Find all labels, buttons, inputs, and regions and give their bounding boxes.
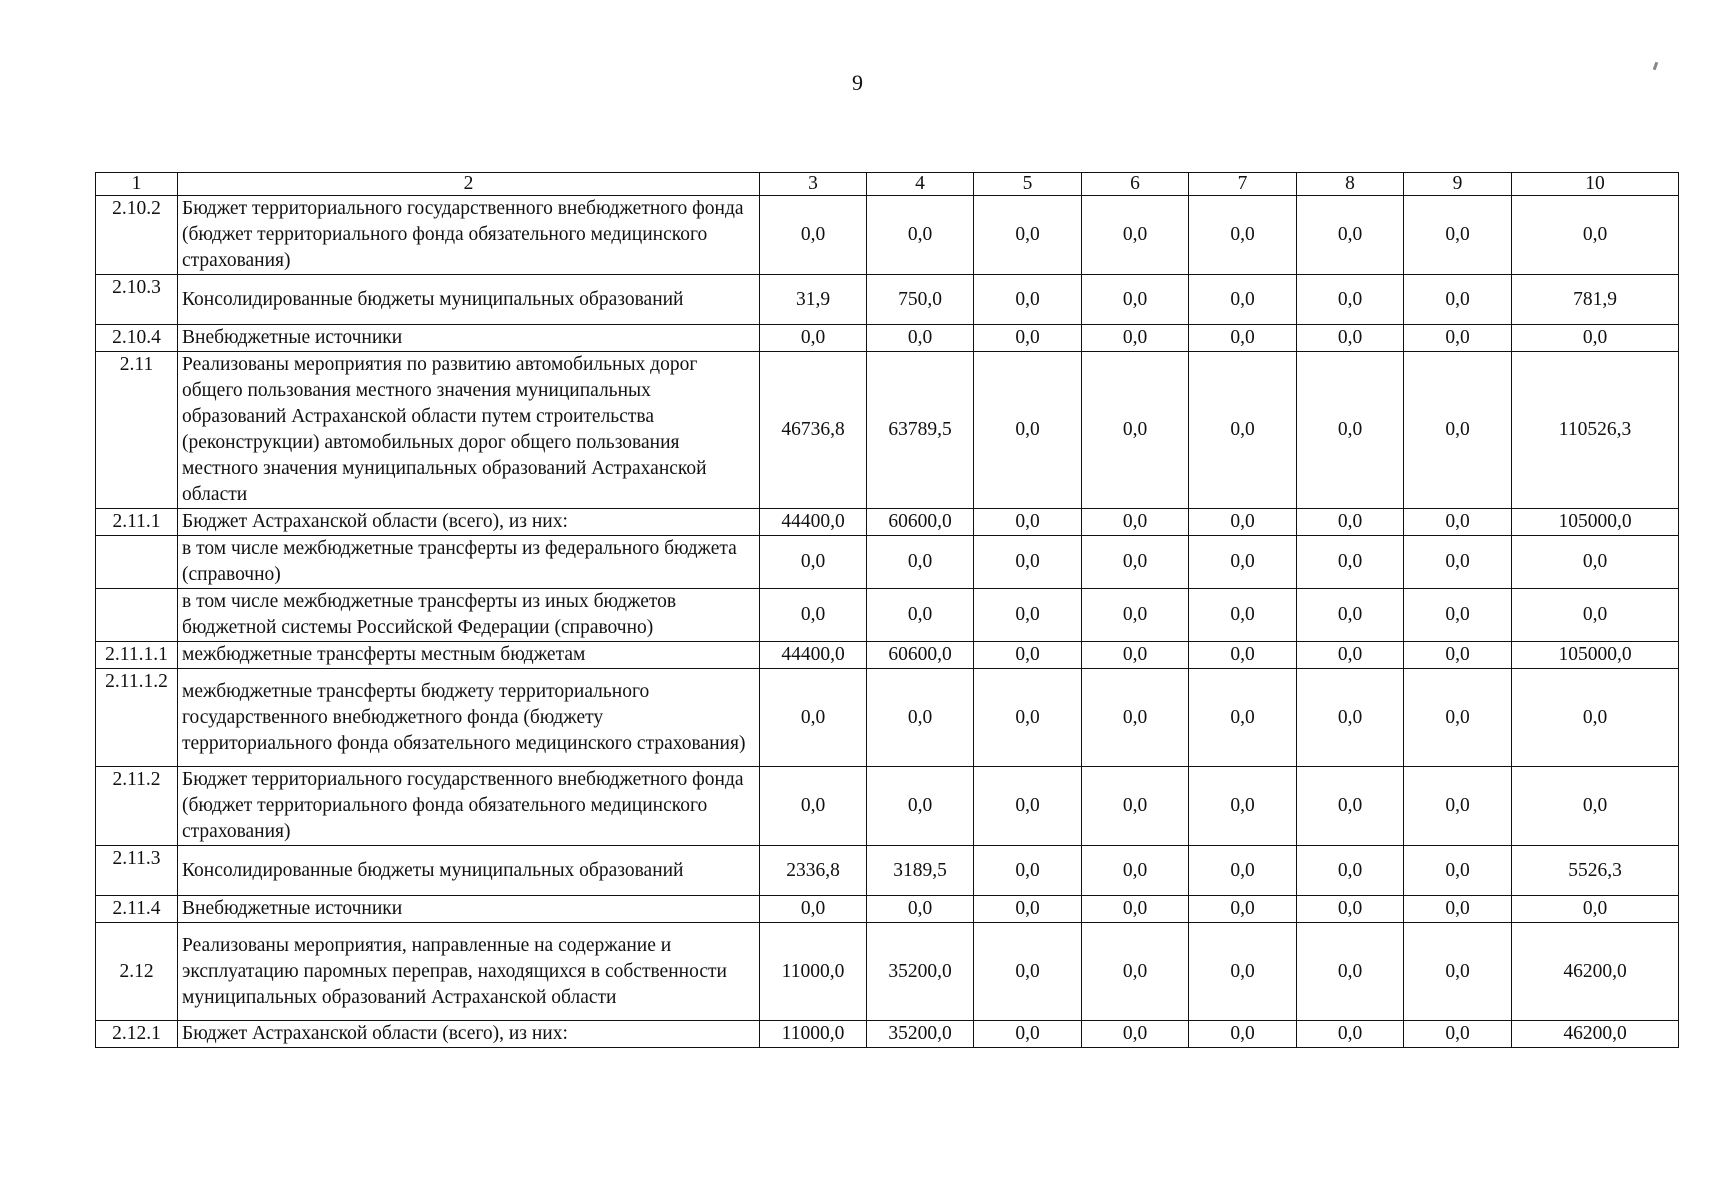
value-cell: 0,0 xyxy=(974,669,1082,767)
table-row xyxy=(96,509,1679,536)
value-cell: 0,0 xyxy=(1189,767,1297,846)
value-cell: 0,0 xyxy=(1082,509,1189,536)
value-cell: 0,0 xyxy=(1189,896,1297,923)
value-cell: 0,0 xyxy=(760,669,867,767)
row-number: 2.10.4 xyxy=(96,325,178,352)
value-cell: 0,0 xyxy=(1404,896,1512,923)
value-cell: 0,0 xyxy=(1297,642,1404,669)
scan-artifact-mark xyxy=(1653,62,1659,71)
value-cell: 105000,0 xyxy=(1512,642,1679,669)
value-cell: 0,0 xyxy=(1512,196,1679,275)
value-cell: 0,0 xyxy=(867,325,974,352)
table-row xyxy=(96,767,1679,846)
page-number: 9 xyxy=(852,70,863,95)
value-cell: 0,0 xyxy=(1082,352,1189,509)
value-cell: 11000,0 xyxy=(760,1021,867,1048)
value-cell: 0,0 xyxy=(974,275,1082,325)
header-cell: 4 xyxy=(867,173,974,196)
table-row xyxy=(96,275,1679,325)
value-cell: 0,0 xyxy=(1297,896,1404,923)
value-cell: 0,0 xyxy=(1082,923,1189,1021)
value-cell: 781,9 xyxy=(1512,275,1679,325)
value-cell: 0,0 xyxy=(1297,846,1404,896)
header-cell: 10 xyxy=(1512,173,1679,196)
value-cell: 0,0 xyxy=(1082,536,1189,589)
row-description: Бюджет Астраханской области (всего), из них: xyxy=(178,509,760,536)
budget-table xyxy=(95,172,1679,1048)
table-row xyxy=(96,589,1679,642)
value-cell: 0,0 xyxy=(1297,1021,1404,1048)
row-number: 2.11.4 xyxy=(96,896,178,923)
value-cell: 0,0 xyxy=(867,589,974,642)
value-cell: 0,0 xyxy=(1189,275,1297,325)
value-cell: 0,0 xyxy=(1082,325,1189,352)
table-row xyxy=(96,846,1679,896)
value-cell: 0,0 xyxy=(1297,767,1404,846)
value-cell: 0,0 xyxy=(867,536,974,589)
value-cell: 46200,0 xyxy=(1512,923,1679,1021)
table-row xyxy=(96,536,1679,589)
row-description: Реализованы мероприятия, направленные на содержание и эксплуатацию паромных переправ, находящихся в собственности муниципальных образований Астраханской области xyxy=(178,923,760,1021)
row-description: Консолидированные бюджеты муниципальных образований xyxy=(178,275,760,325)
value-cell: 0,0 xyxy=(1512,536,1679,589)
value-cell: 0,0 xyxy=(1404,669,1512,767)
value-cell: 60600,0 xyxy=(867,642,974,669)
value-cell: 0,0 xyxy=(760,767,867,846)
value-cell: 0,0 xyxy=(1189,669,1297,767)
value-cell: 0,0 xyxy=(974,509,1082,536)
value-cell: 46200,0 xyxy=(1512,1021,1679,1048)
value-cell: 0,0 xyxy=(760,325,867,352)
value-cell: 0,0 xyxy=(1082,642,1189,669)
row-description: межбюджетные трансферты местным бюджетам xyxy=(178,642,760,669)
value-cell: 0,0 xyxy=(1189,589,1297,642)
row-number: 2.11.2 xyxy=(96,767,178,846)
value-cell: 0,0 xyxy=(1297,669,1404,767)
header-cell: 2 xyxy=(178,173,760,196)
value-cell: 105000,0 xyxy=(1512,509,1679,536)
row-number: 2.11.1.1 xyxy=(96,642,178,669)
value-cell: 0,0 xyxy=(760,896,867,923)
row-description: Бюджет Астраханской области (всего), из них: xyxy=(178,1021,760,1048)
value-cell: 0,0 xyxy=(1297,352,1404,509)
value-cell: 0,0 xyxy=(1512,325,1679,352)
row-description: Внебюджетные источники xyxy=(178,325,760,352)
value-cell: 0,0 xyxy=(974,536,1082,589)
value-cell: 0,0 xyxy=(1512,589,1679,642)
value-cell: 0,0 xyxy=(1297,536,1404,589)
value-cell: 0,0 xyxy=(1189,196,1297,275)
value-cell: 0,0 xyxy=(1082,846,1189,896)
value-cell: 0,0 xyxy=(1082,669,1189,767)
value-cell: 750,0 xyxy=(867,275,974,325)
value-cell: 0,0 xyxy=(1297,509,1404,536)
table-body xyxy=(96,173,1679,1048)
table-row xyxy=(96,325,1679,352)
value-cell: 0,0 xyxy=(1512,669,1679,767)
value-cell: 46736,8 xyxy=(760,352,867,509)
value-cell: 0,0 xyxy=(1189,923,1297,1021)
table-row xyxy=(96,1021,1679,1048)
value-cell: 0,0 xyxy=(1082,589,1189,642)
value-cell: 0,0 xyxy=(1189,352,1297,509)
table-row xyxy=(96,896,1679,923)
header-cell: 6 xyxy=(1082,173,1189,196)
header-cell: 9 xyxy=(1404,173,1512,196)
value-cell: 0,0 xyxy=(1189,536,1297,589)
row-description: Реализованы мероприятия по развитию автомобильных дорог общего пользования местного значения муниципальных образований Астраханской области путем строительства (реконструкции) автомобильных дорог общего пользования местного значения муниципальных образований Астраханской области xyxy=(178,352,760,509)
value-cell: 0,0 xyxy=(1082,196,1189,275)
value-cell: 0,0 xyxy=(1404,352,1512,509)
value-cell: 0,0 xyxy=(1189,325,1297,352)
header-cell: 7 xyxy=(1189,173,1297,196)
value-cell: 0,0 xyxy=(867,896,974,923)
table-header-row xyxy=(96,173,1679,196)
value-cell: 0,0 xyxy=(1189,642,1297,669)
row-description: Бюджет территориального государственного внебюджетного фонда (бюджет территориального фонда обязательного медицинского страхования) xyxy=(178,767,760,846)
value-cell: 0,0 xyxy=(1404,509,1512,536)
value-cell: 0,0 xyxy=(1082,1021,1189,1048)
row-number: 2.11.1.2 xyxy=(96,669,178,767)
value-cell: 0,0 xyxy=(1189,509,1297,536)
row-description: в том числе межбюджетные трансферты из федерального бюджета (справочно) xyxy=(178,536,760,589)
value-cell: 44400,0 xyxy=(760,509,867,536)
value-cell: 0,0 xyxy=(1297,325,1404,352)
value-cell: 0,0 xyxy=(1512,896,1679,923)
value-cell: 0,0 xyxy=(1404,1021,1512,1048)
header-cell: 3 xyxy=(760,173,867,196)
value-cell: 31,9 xyxy=(760,275,867,325)
row-number: 2.11.1 xyxy=(96,509,178,536)
value-cell: 0,0 xyxy=(1404,767,1512,846)
value-cell: 0,0 xyxy=(1082,896,1189,923)
row-number xyxy=(96,589,178,642)
value-cell: 63789,5 xyxy=(867,352,974,509)
value-cell: 5526,3 xyxy=(1512,846,1679,896)
value-cell: 0,0 xyxy=(1404,642,1512,669)
header-cell: 1 xyxy=(96,173,178,196)
value-cell: 0,0 xyxy=(760,589,867,642)
value-cell: 0,0 xyxy=(1404,536,1512,589)
value-cell: 3189,5 xyxy=(867,846,974,896)
value-cell: 0,0 xyxy=(1082,275,1189,325)
value-cell: 0,0 xyxy=(1404,846,1512,896)
value-cell: 0,0 xyxy=(974,923,1082,1021)
value-cell: 35200,0 xyxy=(867,1021,974,1048)
value-cell: 0,0 xyxy=(1297,923,1404,1021)
value-cell: 0,0 xyxy=(974,1021,1082,1048)
table-row xyxy=(96,642,1679,669)
value-cell: 0,0 xyxy=(974,352,1082,509)
row-number: 2.11 xyxy=(96,352,178,509)
value-cell: 0,0 xyxy=(1189,1021,1297,1048)
value-cell: 44400,0 xyxy=(760,642,867,669)
row-description: Бюджет территориального государственного внебюджетного фонда (бюджет территориального фонда обязательного медицинского страхования) xyxy=(178,196,760,275)
value-cell: 0,0 xyxy=(1404,325,1512,352)
value-cell: 0,0 xyxy=(974,589,1082,642)
row-number xyxy=(96,536,178,589)
value-cell: 0,0 xyxy=(867,196,974,275)
value-cell: 0,0 xyxy=(1404,196,1512,275)
row-description: в том числе межбюджетные трансферты из иных бюджетов бюджетной системы Российской Федерации (справочно) xyxy=(178,589,760,642)
row-number: 2.10.3 xyxy=(96,275,178,325)
value-cell: 0,0 xyxy=(1404,923,1512,1021)
value-cell: 0,0 xyxy=(1082,767,1189,846)
table-row xyxy=(96,923,1679,1021)
value-cell: 0,0 xyxy=(1297,589,1404,642)
value-cell: 60600,0 xyxy=(867,509,974,536)
value-cell: 11000,0 xyxy=(760,923,867,1021)
value-cell: 35200,0 xyxy=(867,923,974,1021)
value-cell: 0,0 xyxy=(974,767,1082,846)
row-description: Консолидированные бюджеты муниципальных образований xyxy=(178,846,760,896)
value-cell: 0,0 xyxy=(1404,275,1512,325)
row-description: Внебюджетные источники xyxy=(178,896,760,923)
value-cell: 110526,3 xyxy=(1512,352,1679,509)
row-number: 2.12.1 xyxy=(96,1021,178,1048)
value-cell: 0,0 xyxy=(867,767,974,846)
value-cell: 2336,8 xyxy=(760,846,867,896)
value-cell: 0,0 xyxy=(1512,767,1679,846)
header-cell: 5 xyxy=(974,173,1082,196)
row-number: 2.10.2 xyxy=(96,196,178,275)
table-row xyxy=(96,669,1679,767)
table-row xyxy=(96,196,1679,275)
row-number: 2.12 xyxy=(96,923,178,1021)
value-cell: 0,0 xyxy=(760,536,867,589)
value-cell: 0,0 xyxy=(974,325,1082,352)
value-cell: 0,0 xyxy=(1189,846,1297,896)
value-cell: 0,0 xyxy=(1404,589,1512,642)
table-row xyxy=(96,352,1679,509)
row-description: межбюджетные трансферты бюджету территориального государственного внебюджетного фонда (бюджету территориального фонда обязательного медицинского страхования) xyxy=(178,669,760,767)
header-cell: 8 xyxy=(1297,173,1404,196)
value-cell: 0,0 xyxy=(974,846,1082,896)
value-cell: 0,0 xyxy=(974,896,1082,923)
value-cell: 0,0 xyxy=(974,642,1082,669)
value-cell: 0,0 xyxy=(1297,196,1404,275)
row-number: 2.11.3 xyxy=(96,846,178,896)
value-cell: 0,0 xyxy=(1297,275,1404,325)
value-cell: 0,0 xyxy=(867,669,974,767)
value-cell: 0,0 xyxy=(760,196,867,275)
value-cell: 0,0 xyxy=(974,196,1082,275)
